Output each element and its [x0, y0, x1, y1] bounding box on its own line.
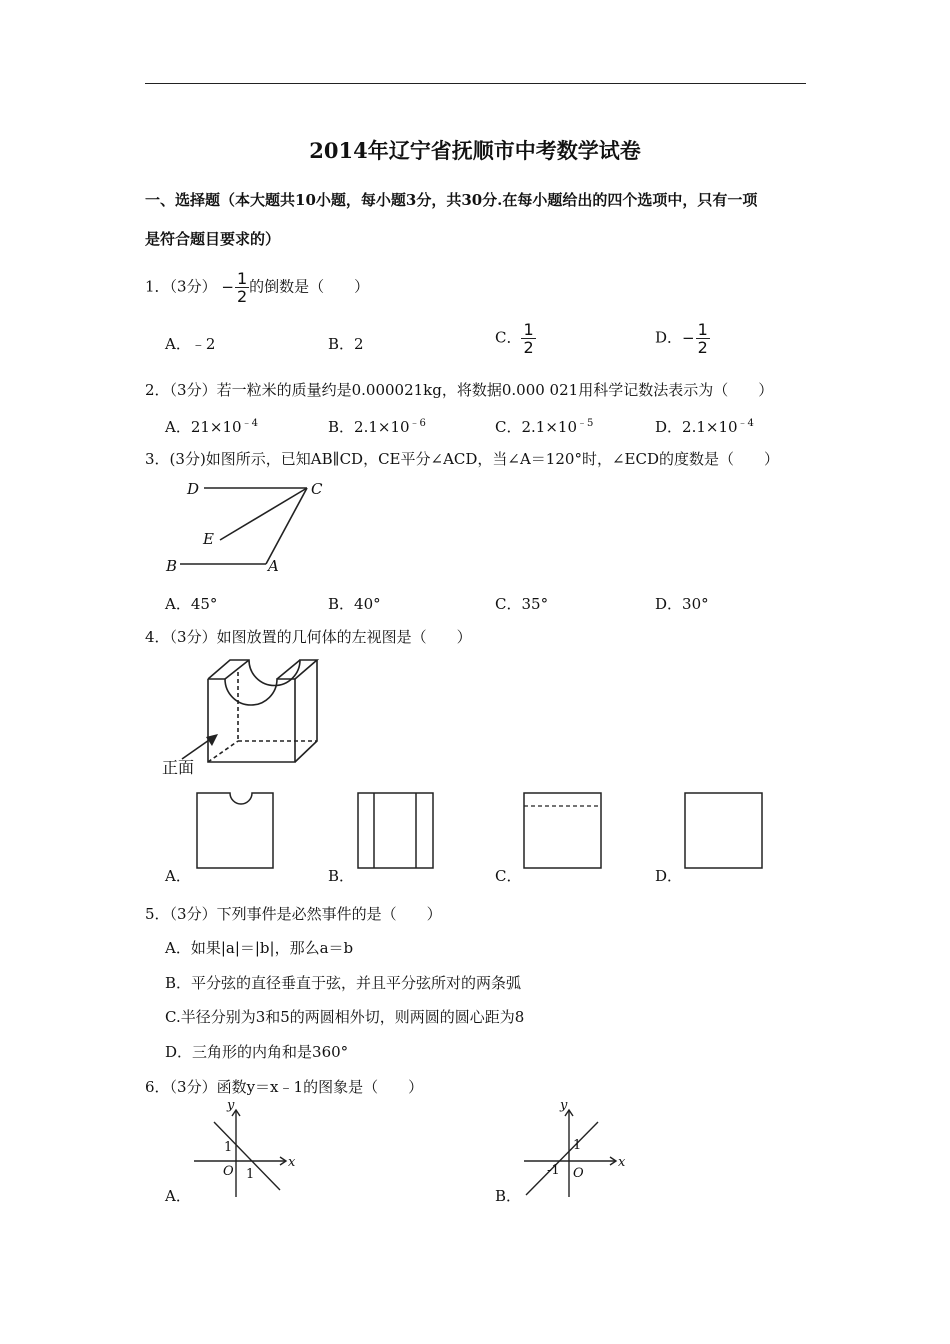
graph-b-origin: O [573, 1166, 584, 1181]
graph-b-x-neg-one: -1 [547, 1163, 560, 1178]
graph-b-y-label: y [560, 1100, 568, 1113]
q1-option-d[interactable]: D．− $\frac{1}{2}$ [655, 320, 708, 357]
q2-option-d[interactable]: D．$2.1\times 10^{﹣4}$ [655, 418, 754, 436]
label-a: A [268, 557, 279, 575]
q6-graph-a [190, 1100, 300, 1200]
q6-option-a[interactable]: A． [165, 1187, 191, 1205]
q4-option-d[interactable]: D． [655, 867, 683, 885]
q5-option-a[interactable]: A．如果|a|＝|b|，那么a＝b [165, 939, 354, 957]
q6-option-b[interactable]: B． [495, 1187, 522, 1205]
graph-a-x-one: 1 [246, 1167, 255, 1182]
question-1 [145, 270, 369, 305]
q4-option-a[interactable]: A． [165, 867, 191, 885]
q2-option-c[interactable]: C．$2.1\times 10^{﹣5}$ [495, 418, 594, 436]
page-title: 2014年辽宁省抚顺市中考数学试卷 [309, 138, 641, 163]
q3-option-b[interactable]: B．40° [328, 595, 381, 613]
label-c: C [311, 480, 323, 498]
graph-a-origin: O [223, 1164, 234, 1179]
graph-a-y-label: y [227, 1100, 235, 1113]
label-d: D [187, 480, 200, 498]
question-text: 的倒数是（ ） [249, 277, 370, 296]
section-heading-line1: 一、选择题（本大题共10小题，每小题3分，共30分.在每小题给出的四个选项中，只有一项 [145, 191, 758, 209]
question-6: 6．（3分）函数y＝x﹣1的图象是（ ） [145, 1078, 424, 1096]
graph-a-y-one: 1 [224, 1140, 233, 1155]
q4-option-b-figure [357, 792, 435, 870]
question-3: 3．(3分)如图所示，已知AB∥CD，CE平分∠ACD，当∠A＝120°时，∠ECD的度数是（ ） [145, 450, 779, 468]
graph-b-y-one: 1 [573, 1138, 582, 1153]
q3-option-a[interactable]: A．45° [165, 595, 218, 613]
fraction: $\frac{1}{2}$ [236, 269, 248, 306]
q4-solid-figure [160, 652, 340, 780]
q1-option-c[interactable]: C． $\frac{1}{2}$ [495, 320, 534, 357]
q1-option-a[interactable]: A．﹣2 [165, 335, 216, 353]
q6-graph-b [520, 1100, 630, 1200]
question-4: 4．（3分）如图放置的几何体的左视图是（ ） [145, 628, 472, 646]
q2-option-b[interactable]: B．$2.1\times 10^{﹣6}$ [328, 418, 426, 436]
q4-option-d-figure [684, 792, 764, 870]
q4-option-c[interactable]: C． [495, 867, 522, 885]
label-b: B [166, 557, 178, 575]
minus-sign: − [221, 277, 234, 296]
question-2: 2．（3分）若一粒米的质量约是0.000021kg，将数据0.000 021用科学记数法表示为（ ） [145, 381, 774, 399]
question-5: 5．（3分）下列事件是必然事件的是（ ） [145, 905, 442, 923]
graph-b-x-label: x [618, 1155, 626, 1170]
q3-figure [160, 474, 340, 578]
front-label: 正面 [162, 758, 195, 777]
question-number: 1．（3分） [145, 277, 217, 296]
q5-option-d[interactable]: D．三角形的内角和是360° [165, 1043, 349, 1061]
q2-option-a[interactable]: A．$21\times 10^{﹣4}$ [165, 418, 258, 436]
q4-option-a-figure [196, 792, 276, 870]
q5-option-c[interactable]: C.半径分别为3和5的两圆相外切，则两圆的圆心距为8 [165, 1008, 525, 1026]
label-e: E [203, 530, 214, 548]
graph-a-x-label: x [288, 1155, 296, 1170]
section-heading-line2: 是符合题目要求的） [145, 230, 281, 248]
header-rule [145, 83, 806, 84]
q3-option-d[interactable]: D．30° [655, 595, 709, 613]
q1-option-b[interactable]: B．2 [328, 335, 364, 353]
q4-option-c-figure [523, 792, 603, 870]
q5-option-b[interactable]: B．平分弦的直径垂直于弦，并且平分弦所对的两条弧 [165, 974, 522, 992]
q3-option-c[interactable]: C．35° [495, 595, 549, 613]
q4-option-b[interactable]: B． [328, 867, 355, 885]
